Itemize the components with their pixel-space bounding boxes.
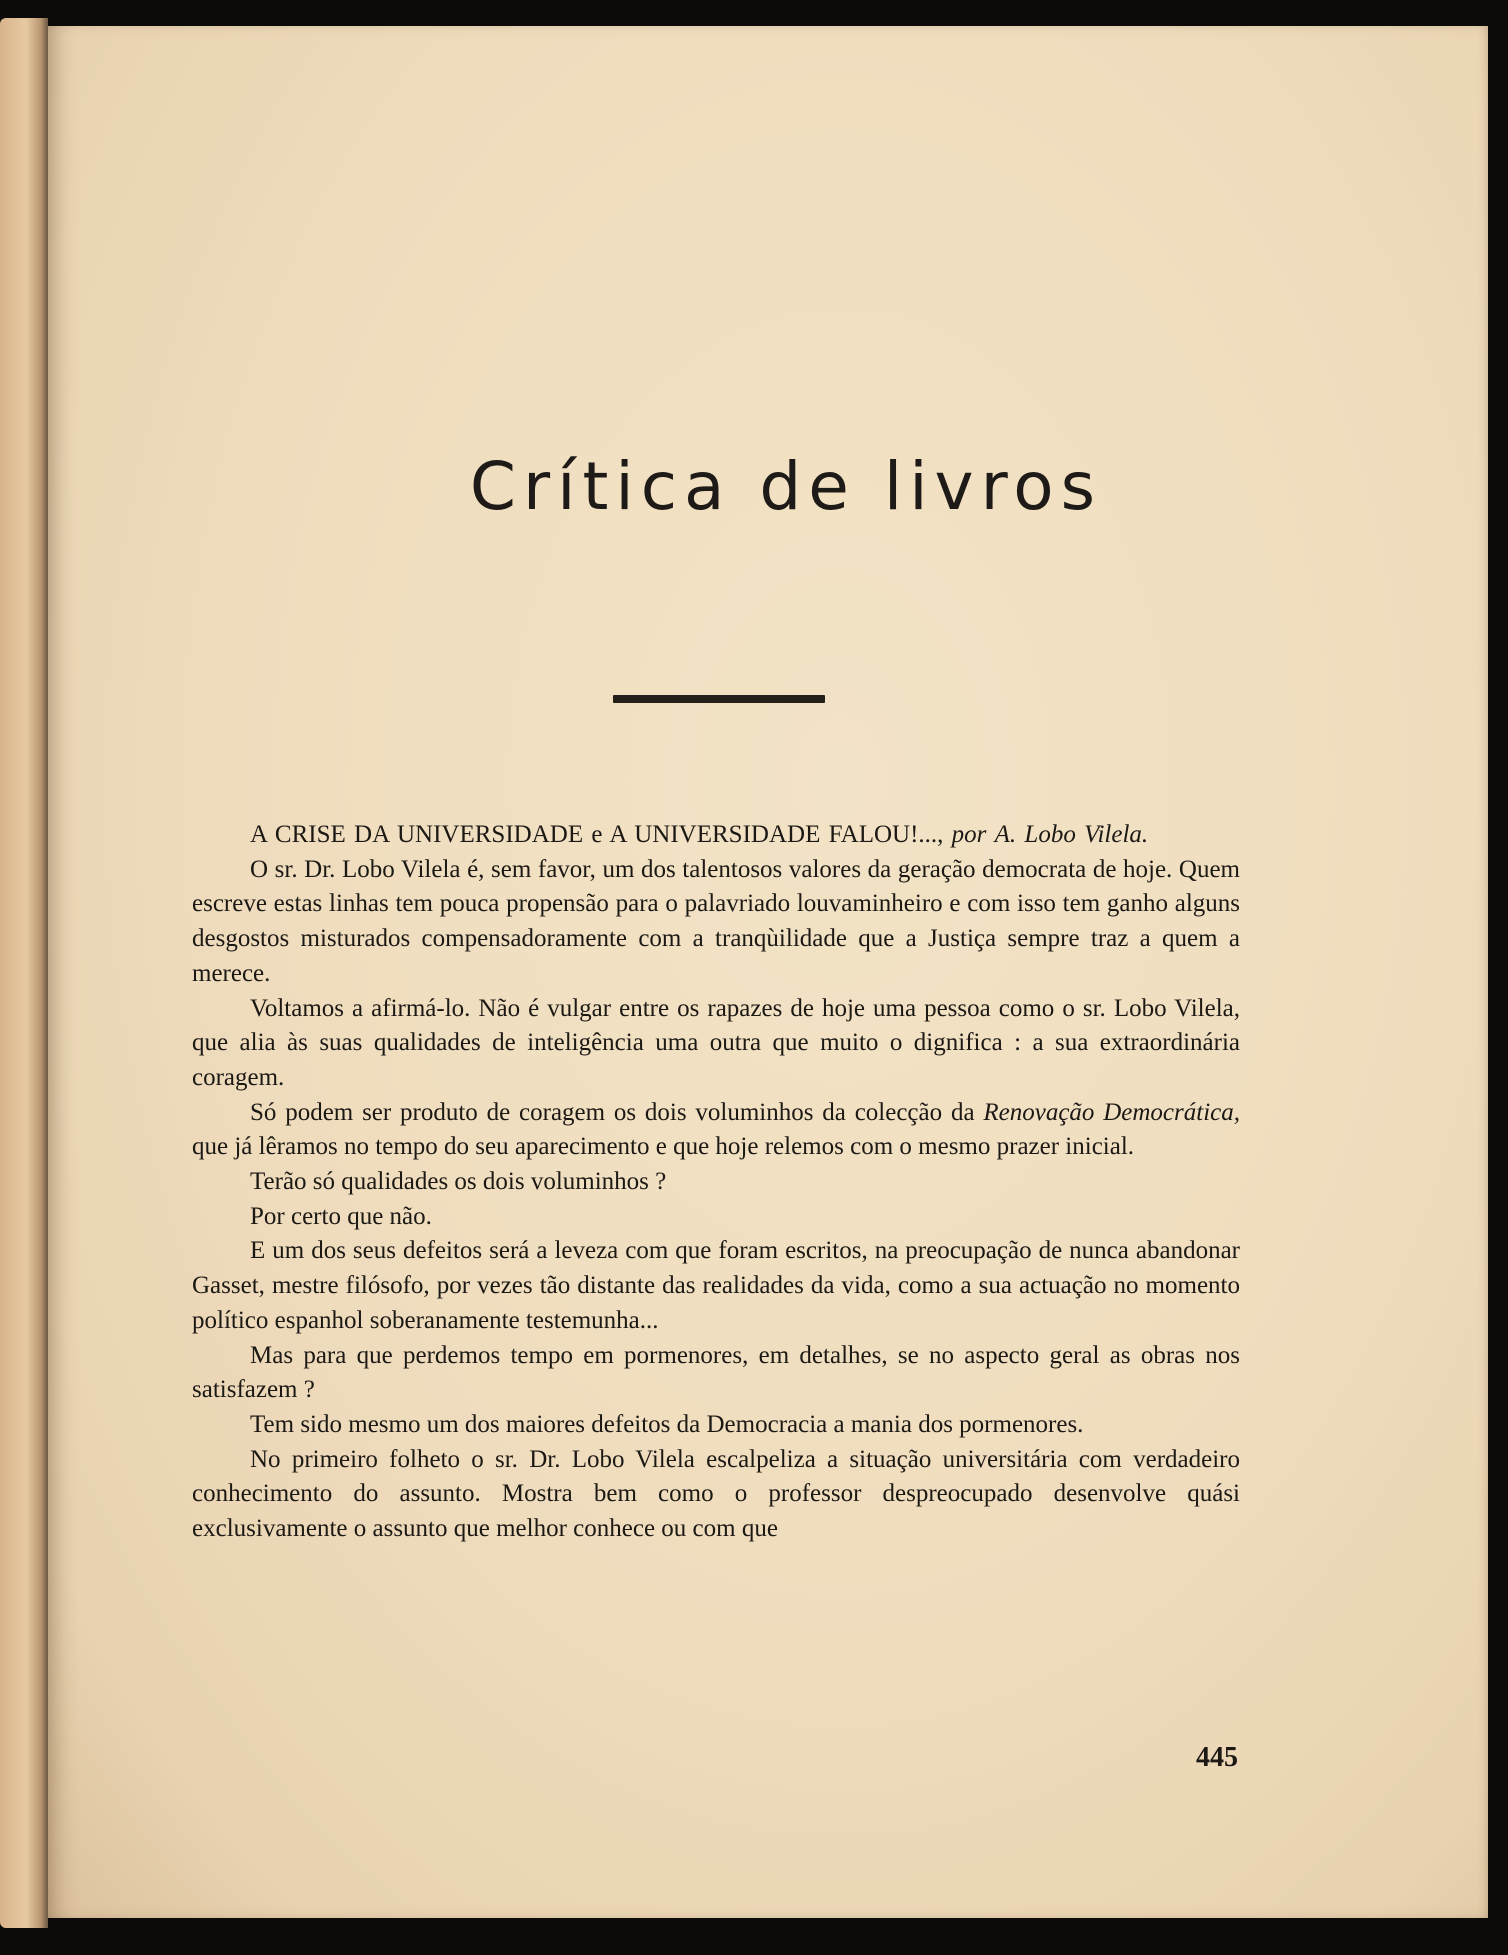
paragraph: Tem sido mesmo um dos maiores defeitos da Democracia a mania dos pormenores. [250,1410,1084,1438]
review-heading [192,818,1240,853]
book-page [48,26,1488,1918]
paragraph [192,1096,1240,1165]
section-title: Crítica de livros [469,448,1103,525]
review-author: A. Lobo Vilela. [994,821,1149,848]
paragraph: Voltamos a afirmá-lo. Não é vulgar entre os rapazes de hoje uma pessoa como o sr. Lobo Vilela, que alia às suas qualidades de inteligência uma outra que muito o dignifica : a sua extraordinária coragem. [192,994,1240,1091]
review-by: por [951,821,987,848]
paragraph-text: Só podem ser produto de coragem os dois voluminhos da colecção da [250,1098,975,1126]
paragraph: Mas para que perdemos tempo em pormenores, em detalhes, se no aspecto geral as obras nos satisfazem ? [192,1341,1240,1404]
paragraph: E um dos seus defeitos será a leveza com que foram escritos, na preocupação de nunca abandonar Gasset, mestre filósofo, por vezes tão distante das realidades da vida, como a sua actuação no momento político espanhol soberanamente testemunha... [192,1237,1240,1334]
paragraph: Terão só qualidades os dois voluminhos ? [250,1168,667,1196]
collection-title: Renovação Democrática, [983,1098,1240,1126]
facing-page-edge [0,18,48,1928]
paragraph: Por certo que não. [250,1202,432,1230]
page-number: 445 [1196,1742,1238,1773]
review-book-titles: A CRISE DA UNIVERSIDADE e A UNIVERSIDADE FALOU!..., [250,821,944,848]
paragraph: O sr. Dr. Lobo Vilela é, sem favor, um dos talentosos valores da geração democrata de hoje. Quem escreve estas linhas tem pouca propensão para o palavriado louvaminheiro e com isso tem ganho alguns desgostos misturados compensadoramente com a tranqùilidade que a Justiça sempre traz a quem a merece. [192,855,1240,987]
title-divider [613,695,825,703]
review-text [192,818,1240,1547]
paragraph-text: que já lêramos no tempo do seu aparecimento e que hoje relemos com o mesmo prazer inicial. [192,1133,1135,1161]
paragraph: No primeiro folheto o sr. Dr. Lobo Vilela escalpeliza a situação universitária com verdadeiro conhecimento do assunto. Mostra bem como o professor despreocupado desenvolve quási exclusivamente o assunto que melhor conhece ou com que [192,1445,1240,1543]
